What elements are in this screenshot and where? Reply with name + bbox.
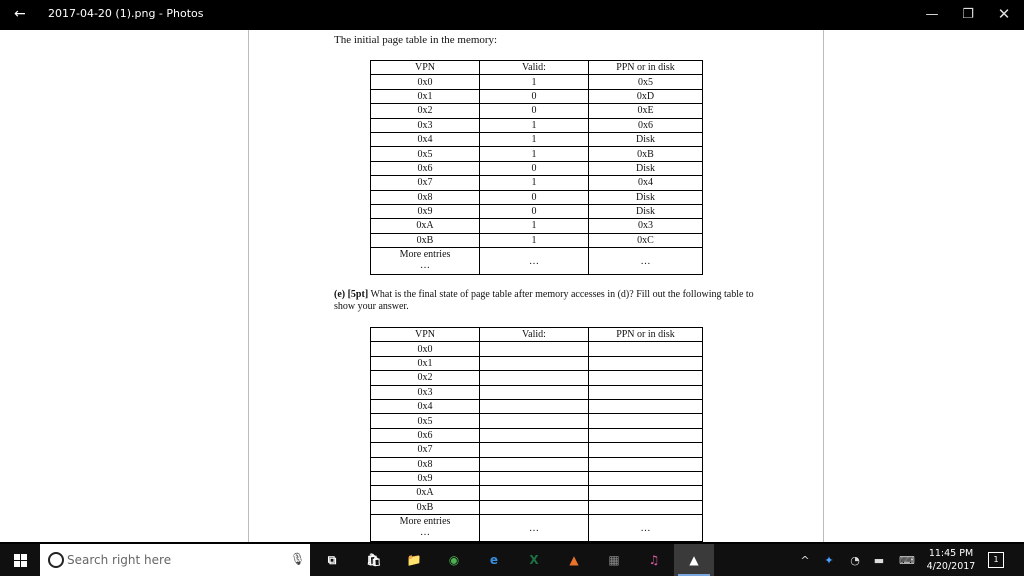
ppn-cell: 0x4 [589,176,703,190]
vpn-cell: 0x9 [371,471,480,485]
task-view-icon: ⧉ [327,552,337,567]
edge-taskbar-button[interactable] [474,544,514,576]
table-row [371,176,703,190]
valid-cell: 1 [480,219,589,233]
vpn-cell: 0x1 [371,356,480,370]
valid-cell [480,500,589,514]
table-row [371,443,703,457]
search-placeholder: Search right here [67,553,172,567]
ppn-cell [589,399,703,413]
ppn-cell [589,385,703,399]
valid-cell: 0 [480,190,589,204]
more-entries-cell [371,248,480,275]
clock-time: 11:45 PM [928,548,974,559]
valid-cell: 1 [480,147,589,161]
question-text: What is the final state of page table after memory accesses in (d)? Fill out the following table to show your answer. [334,289,754,312]
valid-cell: 1 [480,176,589,190]
ppn-cell: Disk [589,132,703,146]
table-row [371,457,703,471]
ppn-cell: Disk [589,204,703,218]
column-header: Valid: [480,61,589,75]
minimize-button[interactable] [912,0,952,28]
table-row [371,342,703,356]
table-row [371,118,703,132]
valid-cell [480,342,589,356]
more-entries-label: More entries [399,249,451,261]
dropbox-tray-button[interactable] [818,544,840,576]
valid-cell: 1 [480,75,589,89]
file-explorer-icon: 📁 [406,553,422,567]
ppn-cell: 0xE [589,104,703,118]
table-row [371,75,703,89]
vpn-cell: 0xA [371,219,480,233]
column-header: PPN or in disk [589,328,703,342]
table-header-row [371,328,703,342]
clock-date: 4/20/2017 [926,561,976,572]
valid-cell [480,471,589,485]
table-row [371,471,703,485]
ppn-cell [589,457,703,471]
calculator-icon: ▦ [608,553,620,567]
vpn-cell: 0xA [371,486,480,500]
restore-button[interactable] [948,0,988,28]
column-header: PPN or in disk [589,61,703,75]
file-explorer-taskbar-button[interactable] [394,544,434,576]
valid-cell: 0 [480,161,589,175]
vpn-cell: 0x4 [371,399,480,413]
back-arrow-icon[interactable]: ← [14,6,26,22]
more-entries-label: More entries [399,516,451,528]
itunes-icon: ♫ [648,553,660,567]
table-row [371,486,703,500]
question-e [334,289,754,313]
table-row [371,356,703,370]
notification-center-icon[interactable]: 1 [988,552,1004,568]
edge-icon: e [489,553,499,567]
ppn-cell: 0x3 [589,219,703,233]
question-label: (e) [5pt] [334,289,369,300]
ppn-cell [589,471,703,485]
valid-cell [480,385,589,399]
wifi-icon: ◔ [850,553,860,567]
ppn-cell [589,428,703,442]
final-page-table [370,327,703,542]
ppn-cell: 0xC [589,233,703,247]
minimize-icon: — [925,6,939,22]
table-header-row [371,61,703,75]
table-row [371,147,703,161]
ppn-cell [589,371,703,385]
valid-cell [480,486,589,500]
vpn-cell: 0x3 [371,385,480,399]
vpn-cell: 0x0 [371,75,480,89]
ppn-cell [589,500,703,514]
valid-cell [480,399,589,413]
ppn-cell [589,486,703,500]
initial-page-table [370,60,703,275]
table-row [371,161,703,175]
column-header: VPN [371,61,480,75]
vpn-cell: 0x4 [371,132,480,146]
window-title: 2017-04-20 (1).png - Photos [48,7,204,20]
vpn-cell: 0x8 [371,190,480,204]
tray-chevron-button[interactable] [796,544,814,576]
chevron-up-icon: ^ [800,553,810,567]
photos-taskbar-button[interactable] [674,544,714,576]
table-row [371,428,703,442]
matlab-taskbar-button[interactable] [554,544,594,576]
store-icon: 🛍 [366,553,382,567]
search-box[interactable] [40,544,310,576]
matlab-icon: ▲ [569,553,579,567]
battery-icon: ▬ [873,553,885,567]
table-row [371,233,703,247]
vpn-cell: 0x5 [371,414,480,428]
vpn-cell: 0x2 [371,371,480,385]
ellipsis-cell: … [589,248,703,275]
vpn-cell: 0x5 [371,147,480,161]
restore-icon: ❐ [962,6,974,22]
more-entries-row [371,515,703,542]
clock[interactable] [922,547,980,573]
ppn-cell [589,342,703,356]
wifi-tray-button[interactable] [844,544,866,576]
ppn-cell [589,356,703,370]
calculator-taskbar-button[interactable] [594,544,634,576]
ppn-cell [589,414,703,428]
table-row [371,500,703,514]
ppn-cell: Disk [589,190,703,204]
battery-tray-button[interactable] [868,544,890,576]
windows-logo-icon [14,554,27,567]
ppn-cell: 0xB [589,147,703,161]
start-button[interactable] [0,544,40,576]
ppn-cell: Disk [589,161,703,175]
table-row [371,385,703,399]
table-row [371,414,703,428]
valid-cell: 0 [480,204,589,218]
ppn-cell: 0xD [589,89,703,103]
vpn-cell: 0x9 [371,204,480,218]
vpn-cell: 0x2 [371,104,480,118]
table-row [371,399,703,413]
valid-cell: 1 [480,118,589,132]
close-button[interactable] [984,0,1024,28]
ppn-cell: 0x5 [589,75,703,89]
valid-cell [480,414,589,428]
vpn-cell: 0x8 [371,457,480,471]
vpn-cell: 0x3 [371,118,480,132]
valid-cell [480,356,589,370]
table-row [371,89,703,103]
valid-cell: 1 [480,233,589,247]
itunes-taskbar-button[interactable] [634,544,674,576]
microphone-icon[interactable]: 🎙 [290,552,306,566]
more-entries-ellipsis: … [420,260,430,272]
column-header: Valid: [480,328,589,342]
more-entries-ellipsis: … [420,527,430,539]
dropbox-icon: ✦ [824,553,834,567]
valid-cell: 0 [480,104,589,118]
taskbar [0,544,1024,576]
valid-cell [480,428,589,442]
table-row [371,204,703,218]
store-taskbar-button[interactable] [354,544,394,576]
ppn-cell: 0x6 [589,118,703,132]
valid-cell [480,371,589,385]
photos-icon: ▲ [689,553,699,567]
more-entries-cell [371,515,480,542]
ellipsis-cell: … [480,515,589,542]
excel-taskbar-button[interactable] [514,544,554,576]
valid-cell [480,457,589,471]
ellipsis-cell: … [480,248,589,275]
chrome-taskbar-button[interactable] [434,544,474,576]
vpn-cell: 0x6 [371,161,480,175]
keyboard-icon: ⌨ [899,553,915,567]
table-row [371,132,703,146]
valid-cell: 0 [480,89,589,103]
column-header: VPN [371,328,480,342]
table-row [371,104,703,118]
vpn-cell: 0xB [371,500,480,514]
close-icon: ✕ [997,5,1011,23]
valid-cell: 1 [480,132,589,146]
task-view-button[interactable] [312,544,352,576]
vpn-cell: 0x6 [371,428,480,442]
vpn-cell: 0x1 [371,89,480,103]
vpn-cell: 0xB [371,233,480,247]
cortana-icon [48,552,64,568]
keyboard-tray-button[interactable] [894,544,920,576]
initial-table-heading: The initial page table in the memory: [334,34,498,46]
excel-icon: X [529,553,539,567]
vpn-cell: 0x7 [371,176,480,190]
table-row [371,190,703,204]
ellipsis-cell: … [589,515,703,542]
vpn-cell: 0x0 [371,342,480,356]
ppn-cell [589,443,703,457]
more-entries-row [371,248,703,275]
valid-cell [480,443,589,457]
chrome-icon: ◉ [448,553,460,567]
table-row [371,371,703,385]
title-bar [0,0,1024,28]
table-row [371,219,703,233]
vpn-cell: 0x7 [371,443,480,457]
